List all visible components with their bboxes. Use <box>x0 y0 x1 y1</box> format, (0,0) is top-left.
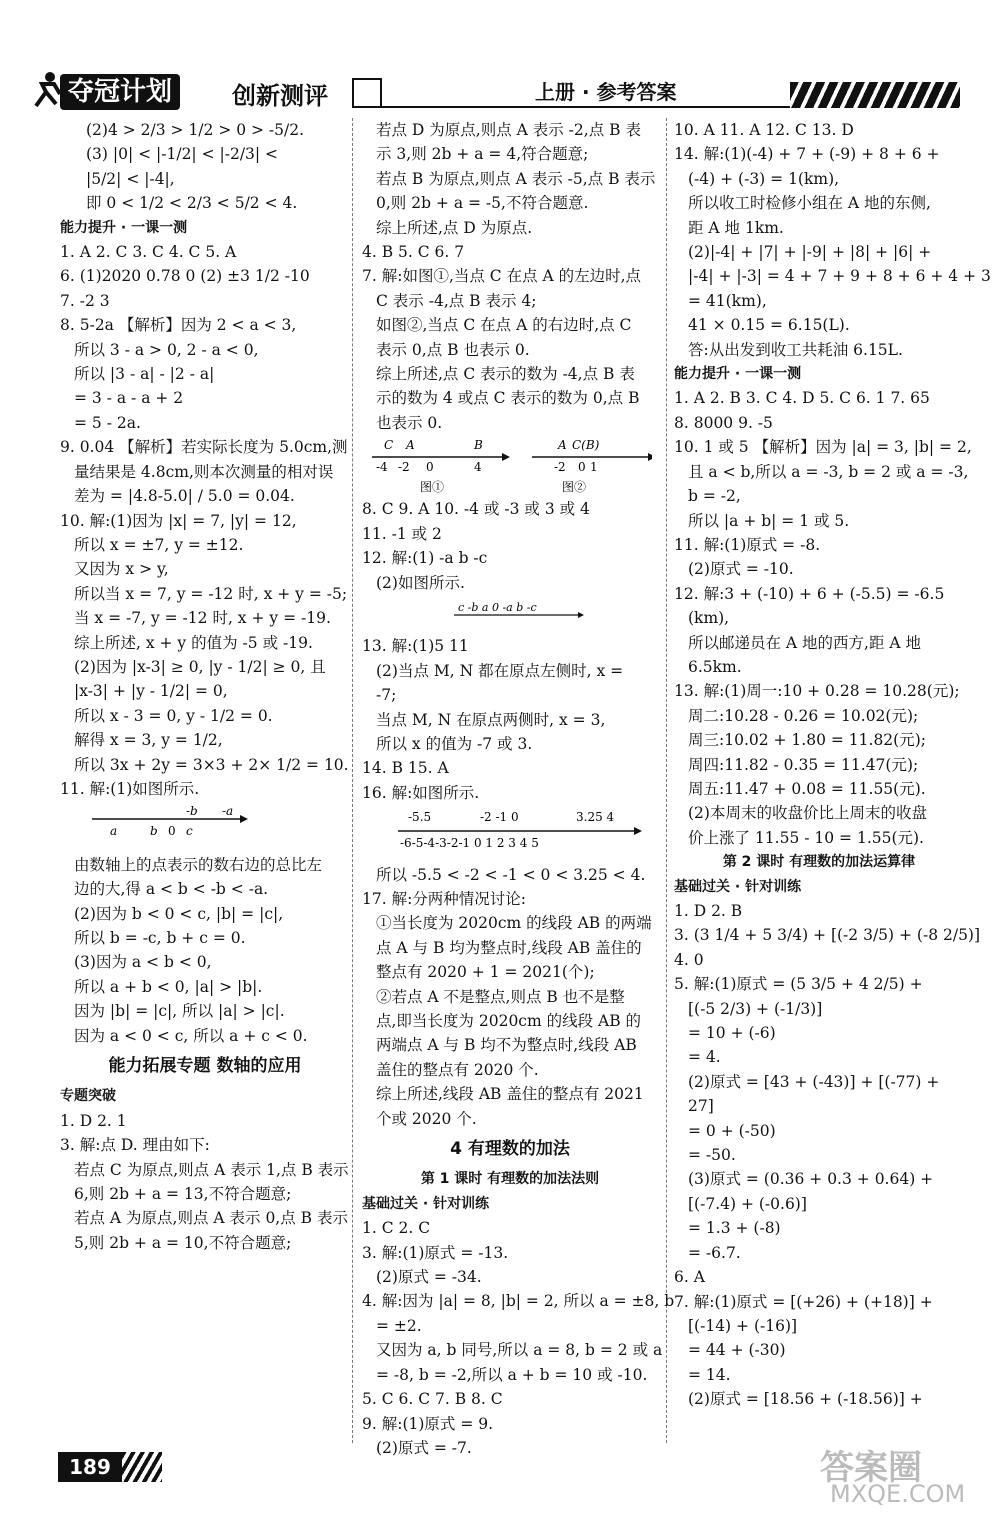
svg-text:-6-5-4-3-2-1 0 1 2 3 4 5: -6-5-4-3-2-1 0 1 2 3 4 5 <box>400 836 539 850</box>
answer-line: 10. 解:(1)因为 |x| = 7, |y| = 12, <box>60 511 297 530</box>
answer-line: 12. 解:3 + (-10) + 6 + (-5.5) = -6.5 <box>674 584 945 603</box>
answer-line: 量结果是 4.8cm,则本次测量的相对误 <box>74 462 334 481</box>
answer-line: 41 × 0.15 = 6.15(L). <box>688 316 850 335</box>
column-divider <box>666 118 667 1443</box>
answer-line: 若点 B 为原点,则点 A 表示 -5,点 B 表示 <box>376 169 656 188</box>
answer-line: (3)因为 a < b < 0, <box>74 953 212 972</box>
answer-line: 若点 A 为原点,则点 A 表示 0,点 B 表示 <box>74 1209 348 1228</box>
answer-line: (km), <box>688 609 730 628</box>
answer-line: 周四:11.82 - 0.35 = 11.47(元); <box>688 755 919 774</box>
answer-line: (3) |0| < |-1/2| < |-2/3| < <box>86 145 279 164</box>
answer-line: 距 A 地 1km. <box>688 218 784 237</box>
pen-icon <box>352 78 382 108</box>
svg-text:C: C <box>384 438 394 453</box>
answer-line: 4. 解:因为 |a| = 8, |b| = 2, 所以 a = ±8, b <box>362 1292 675 1311</box>
answer-line: 16. 解:如图所示. <box>362 783 480 802</box>
number-line-figure <box>388 809 658 856</box>
answer-line: 12. 解:(1) -a b -c <box>362 549 488 568</box>
svg-text:4: 4 <box>474 460 482 475</box>
answer-line: = -6.7. <box>688 1243 741 1262</box>
answer-line: b = -2, <box>688 487 741 506</box>
answer-line: ②若点 A 不是整点,则点 B 也不是整 <box>376 987 625 1006</box>
answer-line: 所以收工时检修小组在 A 地的东侧, <box>688 194 931 213</box>
answer-line: 5. C 6. C 7. B 8. C <box>362 1390 503 1409</box>
answer-line: = ±2. <box>376 1316 422 1335</box>
answer-line: = 41(km), <box>688 291 767 310</box>
answer-line: 又因为 a, b 同号,所以 a = 8, b = 2 或 a <box>376 1341 663 1360</box>
answer-line: (2)如图所示. <box>376 573 465 592</box>
answer-line: 所以 x - 3 = 0, y - 1/2 = 0. <box>74 706 273 725</box>
answer-line: 所以 3x + 2y = 3×3 + 2× 1/2 = 10. <box>74 755 349 774</box>
number-line-11 <box>90 805 250 839</box>
brand-logo: 夺冠计划 <box>60 74 180 110</box>
answer-line: 7. -2 3 <box>60 291 110 310</box>
answer-line: [(-14) + (-16)] <box>688 1316 798 1335</box>
svg-text:图①: 图① <box>420 480 445 495</box>
answer-line: 示的数为 4 或点 C 表示的数为 0,点 B <box>376 389 640 408</box>
answer-line: 所以 |a + b| = 1 或 5. <box>688 511 850 530</box>
answer-line: (2)4 > 2/3 > 1/2 > 0 > -5/2. <box>86 121 305 139</box>
answer-line: 8. C 9. A 10. -4 或 -3 或 3 或 4 <box>362 500 590 519</box>
answer-line: 所以 x 的值为 -7 或 3. <box>376 734 533 753</box>
svg-text:-2: -2 <box>554 460 566 475</box>
answer-line: 点,即当长度为 2020cm 的线段 AB 的 <box>376 1012 642 1030</box>
answer-line: 个或 2020 个. <box>376 1109 477 1128</box>
number-line-figures-7 <box>362 435 658 497</box>
answer-line: 所以 a + b < 0, |a| > |b|. <box>74 977 263 996</box>
answer-line: 17. 解:分两种情况讨论: <box>362 889 527 908</box>
answer-line: 所以 |3 - a| - |2 - a| <box>74 365 215 384</box>
answer-line: 差为 = |4.8-5.0| / 5.0 = 0.04. <box>74 487 295 506</box>
svg-text:A: A <box>406 438 415 453</box>
number-line-16 <box>388 809 648 849</box>
answer-line: 10. 1 或 5 【解析】因为 |a| = 3, |b| = 2, <box>674 438 972 457</box>
column-1 <box>60 118 350 1255</box>
svg-text:b: b <box>150 824 158 839</box>
number-line-12 <box>452 599 592 621</box>
answer-line: 13. 解:(1)5 11 <box>362 637 469 656</box>
svg-text:a: a <box>110 824 118 839</box>
answer-line: = -8, b = -2,所以 a + b = 10 或 -10. <box>376 1365 648 1384</box>
section-heading: 基础过关 · 针对训练 <box>362 1195 490 1212</box>
answer-line: [(-5 2/3) + (-1/3)] <box>688 999 823 1018</box>
svg-text:-b: -b <box>186 805 198 819</box>
watermark-url: MXQE.COM <box>830 1480 966 1508</box>
answer-line: 8. 5-2a 【解析】因为 2 < a < 3, <box>60 316 297 335</box>
answer-line: 如图②,当点 C 在点 A 的右边时,点 C <box>376 316 632 335</box>
answer-line: 4. B 5. C 6. 7 <box>362 243 465 262</box>
answer-line: 点 A 与 B 均为整点时,线段 AB 盖住的 <box>376 938 642 957</box>
answer-line: 示 3,则 2b + a = 4,符合题意; <box>376 145 589 164</box>
answer-line: 答:从出发到收工共耗油 6.15L. <box>688 340 903 359</box>
answer-line: 又因为 x > y, <box>74 560 169 579</box>
svg-text:-4: -4 <box>376 460 388 475</box>
answer-line: (2)原式 = [18.56 + (-18.56)] + <box>688 1390 923 1409</box>
answer-line: 1. C 2. C <box>362 1219 431 1238</box>
answer-line: = 1.3 + (-8) <box>688 1219 781 1238</box>
answer-line: = 3 - a - a + 2 <box>74 389 184 408</box>
answer-line: 27] <box>688 1097 714 1116</box>
answer-line: 价上涨了 11.55 - 10 = 1.55(元). <box>688 828 924 847</box>
answer-line: = 14. <box>688 1365 731 1384</box>
header-title: 上册 · 参考答案 <box>535 80 677 104</box>
svg-text:-2 -1 0: -2 -1 0 <box>480 810 519 825</box>
answer-line: 13. 解:(1)周一:10 + 0.28 = 10.28(元); <box>674 682 960 701</box>
answer-line: 即 0 < 1/2 < 2/3 < 5/2 < 4. <box>86 194 298 213</box>
answer-line: = 44 + (-30) <box>688 1341 786 1360</box>
chapter-heading: 4 有理数的加法 <box>450 1139 570 1160</box>
answer-line: 3. (3 1/4 + 5 3/4) + [(-2 3/5) + (-8 2/5)] <box>674 926 981 945</box>
svg-text:1: 1 <box>590 460 598 475</box>
answer-line: 0,则 2b + a = -5,不符合题意. <box>376 194 589 213</box>
answer-line: 所以 x = ±7, y = ±12. <box>74 535 244 554</box>
answer-line: ①当长度为 2020cm 的线段 AB 的两端 <box>376 914 652 933</box>
answer-line: 14. B 15. A <box>362 759 449 778</box>
answer-line: 所以 b = -c, b + c = 0. <box>74 929 246 947</box>
answer-line: |-4| + |-3| = 4 + 7 + 9 + 8 + 6 + 4 + 3 <box>688 267 991 286</box>
answer-line: (2)原式 = -10. <box>688 560 794 579</box>
answer-line: = 5 - 2a. <box>74 413 141 432</box>
answer-line: 综上所述,点 C 表示的数为 -4,点 B 表 <box>376 365 635 384</box>
answer-line: (2)因为 |x-3| ≥ 0, |y - 1/2| ≥ 0, 且 <box>74 657 326 676</box>
answer-line: 所以 -5.5 < -2 < -1 < 0 < 3.25 < 4. <box>376 865 646 884</box>
number-line-figure <box>452 599 658 628</box>
answer-line: 7. 解:如图①,当点 C 在点 A 的左边时,点 <box>362 267 642 286</box>
watermark: 答案圈 <box>820 1448 922 1488</box>
lesson-heading: 第 1 课时 有理数的加法法则 <box>420 1171 600 1188</box>
answer-line: 6.5km. <box>688 657 742 676</box>
svg-text:-5.5: -5.5 <box>408 810 432 825</box>
answer-line: 8. 8000 9. -5 <box>674 413 773 432</box>
answer-line: 边的大,得 a < b < -b < -a. <box>74 880 269 899</box>
answer-line: 7. 解:(1)原式 = [(+26) + (+18)] + <box>674 1292 933 1311</box>
answer-line: 14. 解:(1)(-4) + 7 + (-9) + 8 + 6 + <box>674 145 940 164</box>
svg-text:B: B <box>474 438 483 453</box>
answer-line: 3. 解:(1)原式 = -13. <box>362 1243 509 1262</box>
answer-line: 两端点 A 与 B 均不为整点时,线段 AB <box>376 1036 637 1055</box>
answer-line: (3)原式 = (0.36 + 0.3 + 0.64) + <box>688 1170 934 1189</box>
svg-text:0: 0 <box>426 460 434 475</box>
svg-text:c -b a 0 -a b -c: c -b a 0 -a b -c <box>458 600 537 614</box>
section-heading: 专题突破 <box>60 1088 116 1105</box>
answer-line: 由数轴上的点表示的数右边的总比左 <box>74 855 323 874</box>
answer-line: 6. (1)2020 0.78 0 (2) ±3 1/2 -10 <box>60 267 310 286</box>
svg-text:图②: 图② <box>562 480 587 495</box>
answer-line: 1. A 2. C 3. C 4. C 5. A <box>60 243 237 262</box>
svg-text:-2: -2 <box>398 460 410 475</box>
page-number: 189 <box>58 1452 122 1482</box>
answer-line: (2)本周末的收盘价比上周末的收盘 <box>688 804 927 823</box>
number-line-figure <box>90 805 350 846</box>
answer-line: 6,则 2b + a = 13,不符合题意; <box>74 1185 292 1204</box>
answer-line: 9. 解:(1)原式 = 9. <box>362 1414 494 1433</box>
answer-line: 5,则 2b + a = 10,不符合题意; <box>74 1233 292 1252</box>
runner-logo-icon <box>30 70 64 110</box>
answer-line: 综上所述,线段 AB 盖住的整点有 2021 <box>376 1085 644 1104</box>
section-heading: 能力提升 · 一课一测 <box>60 219 188 236</box>
answer-line: 当点 M, N 在原点两侧时, x = 3, <box>376 710 606 729</box>
answer-line: = -50. <box>688 1146 736 1165</box>
answer-line: 解得 x = 3, y = 1/2, <box>74 731 223 750</box>
answer-line: (2)原式 = [43 + (-43)] + [(-77) + <box>688 1072 940 1091</box>
answer-line: 5. 解:(1)原式 = (5 3/5 + 4 2/5) + <box>674 975 923 994</box>
answer-line: 当 x = -7, y = -12 时, x + y = -19. <box>74 609 331 628</box>
answer-line: |x-3| + |y - 1/2| = 0, <box>74 682 228 701</box>
column-3 <box>674 118 991 1412</box>
header-stripes <box>790 82 960 108</box>
answer-line: 也表示 0. <box>376 413 443 432</box>
answer-line: 周三:10.02 + 1.80 = 11.82(元); <box>688 731 926 750</box>
answer-line: 11. 解:(1)如图所示. <box>60 779 200 798</box>
answer-line: 10. A 11. A 12. C 13. D <box>674 121 854 139</box>
answer-line: 1. A 2. B 3. C 4. D 5. C 6. 1 7. 65 <box>674 389 930 408</box>
answer-line: 6. A <box>674 1268 705 1287</box>
svg-text:0: 0 <box>578 460 586 475</box>
answer-line: (2)原式 = -34. <box>376 1268 482 1287</box>
answer-line: 周二:10.28 - 0.26 = 10.02(元); <box>688 706 919 725</box>
answer-line: = 0 + (-50) <box>688 1121 776 1140</box>
answer-line: 3. 解:点 D. 理由如下: <box>60 1136 210 1155</box>
answer-line: 若点 C 为原点,则点 A 表示 1,点 B 表示 <box>74 1160 349 1179</box>
footer-stripes <box>122 1452 162 1482</box>
answer-line: C 表示 -4,点 B 表示 4; <box>376 291 537 310</box>
answer-line: 因为 a < 0 < c, 所以 a + c < 0. <box>74 1026 308 1045</box>
answer-line: 若点 D 为原点,则点 A 表示 -2,点 B 表 <box>376 121 641 139</box>
answer-line: 1. D 2. 1 <box>60 1111 127 1130</box>
answer-line: 所以当 x = 7, y = -12 时, x + y = -5; <box>74 584 348 603</box>
answer-line: [(-7.4) + (-0.6)] <box>688 1194 807 1213</box>
number-line-7 <box>362 435 652 495</box>
answer-line: (2)|-4| + |7| + |-9| + |8| + |6| + <box>688 243 932 262</box>
answer-line: 所以邮递员在 A 地的西方,距 A 地 <box>688 633 922 652</box>
answer-line: 盖住的整点有 2020 个. <box>376 1060 539 1079</box>
answer-line: 所以 3 - a > 0, 2 - a < 0, <box>74 340 259 359</box>
answer-line: (-4) + (-3) = 1(km), <box>688 169 840 188</box>
svg-text:0: 0 <box>168 824 176 839</box>
svg-text:3.25 4: 3.25 4 <box>576 810 615 825</box>
answer-line: 9. 0.04 【解析】若实际长度为 5.0cm,测 <box>60 438 348 457</box>
answer-line: 表示 0,点 B 也表示 0. <box>376 340 530 359</box>
answer-line: 整点有 2020 + 1 = 2021(个); <box>376 963 595 982</box>
section-heading: 基础过关 · 针对训练 <box>674 878 802 895</box>
answer-line: 综上所述, x + y 的值为 -5 或 -19. <box>74 633 313 652</box>
answer-line: 因为 |b| = |c|, 所以 |a| > |c|. <box>74 1002 285 1021</box>
svg-text:A: A <box>558 438 567 453</box>
lesson-heading: 第 2 课时 有理数的加法运算律 <box>722 854 916 871</box>
answer-line: (2)当点 M, N 都在原点左侧时, x = <box>376 661 624 680</box>
answer-line: (2)原式 = -7. <box>376 1438 472 1457</box>
answer-line: 综上所述,点 D 为原点. <box>376 218 533 237</box>
answer-line: (2)因为 b < 0 < c, |b| = |c|, <box>74 904 284 923</box>
answer-line: = 4. <box>688 1048 721 1067</box>
answer-line: 周五:11.47 + 0.08 = 11.55(元). <box>688 779 926 798</box>
svg-text:C(B): C(B) <box>572 438 600 453</box>
answer-line: 且 a < b,所以 a = -3, b = 2 或 a = -3, <box>688 462 969 481</box>
answer-line: = 10 + (-6) <box>688 1024 776 1043</box>
answer-line: |5/2| < |-4|, <box>86 169 175 188</box>
answer-line: 11. 解:(1)原式 = -8. <box>674 535 821 554</box>
brand-subtitle: 创新测评 <box>232 82 328 110</box>
svg-text:-a: -a <box>222 805 234 819</box>
column-2 <box>362 118 675 1460</box>
svg-text:c: c <box>186 824 193 839</box>
answer-line: -7; <box>376 686 397 705</box>
section-heading: 能力提升 · 一课一测 <box>674 366 802 383</box>
topic-heading: 能力拓展专题 数轴的应用 <box>108 1056 302 1077</box>
answer-line: 4. 0 <box>674 950 704 969</box>
column-divider <box>352 118 353 1443</box>
answer-line: 1. D 2. B <box>674 902 743 920</box>
header-rule <box>378 106 808 108</box>
page-header <box>0 70 1000 116</box>
answer-line: 11. -1 或 2 <box>362 524 442 543</box>
